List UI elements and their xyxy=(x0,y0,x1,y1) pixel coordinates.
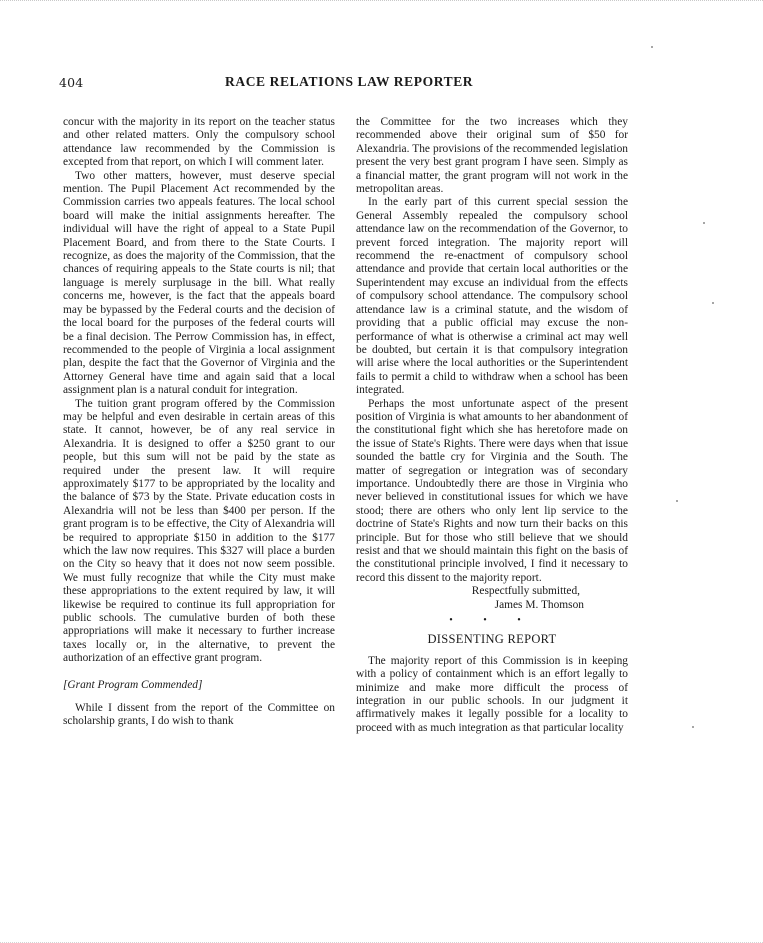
scan-edge-top xyxy=(0,0,763,5)
scan-edge-bottom xyxy=(0,938,763,943)
left-paragraph-4: While I dissent from the report of the Committee on scholarship grants, I do wish to thank xyxy=(63,702,335,728)
right-column xyxy=(356,116,628,735)
right-paragraph-2: In the early part of this current special session the General Assembly repealed the compulsory school attendance law on the recommendation of the Governor, to prevent forced integration. The majority report will recommend the re-enactment of compulsory school attendance and provide that certain local authorities or the Superintendent may excuse an individual from the effects of compulsory school attendance. The compulsory school attendance law is a criminal statute, and the wisdom of providing that a public official may excuse the non-performance of what is otherwise a criminal act may well be doubted, but certain it is that compulsory integration will arise where the local authorities or the Superintendent fails to permit a child to withdraw when a school has been integrated. xyxy=(356,196,628,397)
right-paragraph-3: Perhaps the most unfortunate aspect of the present position of Virginia is what amounts to her abandonment of the constitutional fight which she has heretofore made on the issue of State's Rights. There were days when that issue sounded the battle cry for Virginia and the South. The matter of segregation or integration was of secondary importance. Undoubtedly there are those in Virginia who never believed in constitutional issues for which we have stood; there are others who only lent lip service to the doctrine of State's Rights and now turn their backs on this principle. But for those who still believe that we should resist and that we should maintain this fight on the basis of the constitutional principle involved, I find it necessary to record this dissent to the majority report. xyxy=(356,397,628,584)
section-heading: DISSENTING REPORT xyxy=(427,632,557,647)
scan-speck xyxy=(703,222,705,224)
left-paragraph-3: The tuition grant program offered by the Commission may be helpful and even desirable in certain areas of this state. It cannot, however, be of any real service in Alexandria. It is designed to offer a $250 grant to our people, but this sum will not be paid by the state as required under the present law. It will require approximately $177 to be appropriated by the locality and the balance of $73 by the State. Private education costs in Alexandria will not be less than $400 per person. If the grant program is to be effective, the City of Alexandria will be required to appropriate $150 in addition to the $177 which the law now requires. This $327 will place a burden on the City so heavy that it does not now seem possible. We must fully recognize that while the City must make these appropriations to the extent required by law, it will likewise be required to continue its full appropriation for public schools. The cumulative burden of both these appropriations will make it necessary to further increase taxes locally or, in the alternative, to prevent the authorization of an effective grant program. xyxy=(63,397,335,665)
left-paragraph-1: concur with the majority in its report on the teacher status and other related matters. Only the compulsory school attendance law recommended by the Commission is excepted from that report, on which I will comment later. xyxy=(63,116,335,169)
signature: James M. Thomson xyxy=(494,598,584,611)
page-number: 404 xyxy=(59,75,84,90)
scan-speck xyxy=(676,500,678,502)
closing-line: Respectfully submitted, xyxy=(471,585,580,598)
scan-speck xyxy=(651,46,653,48)
left-column xyxy=(63,116,335,729)
running-head: RACE RELATIONS LAW REPORTER xyxy=(225,74,474,89)
right-paragraph-1: the Committee for the two increases which they recommended above their original sum of $50 for Alexandria. The provisions of the recommended legislation present the very best grant program I have seen. Simply as a financial matter, the grant program will not work in the metropolitan areas. xyxy=(356,116,628,196)
ornament-dots: • • • xyxy=(449,615,535,627)
scan-speck xyxy=(712,302,714,304)
scan-speck xyxy=(692,726,694,728)
left-paragraph-2: Two other matters, however, must deserve special mention. The Pupil Placement Act recommended by the Commission carries two appeals features. The local school board will make the initial assignments hereafter. The individual will have the right of appeal to a State Pupil Placement Board, and from there to the State Courts. I recognize, as does the majority of the Commission, that the chances of requiring appeals to the State courts is nil; that language is merely surplusage in the bill. What really concerns me, however, is the fact that the appeals board may be bypassed by the Federal courts and the decision of the local board for the purposes of the federal courts will be a final decision. The Perrow Commission has, in effect, recommended to the people of Virginia a local assignment plan, despite the fact that the Governor of Virginia and the Attorney General have time and again said that a local assignment plan is a natural conduit for integration. xyxy=(63,169,335,397)
subheading-grant-program: [Grant Program Commended] xyxy=(63,678,203,691)
right-paragraph-4: The majority report of this Commission is in keeping with a policy of containment which is an effort legally to minimize and make more difficult the process of integration in our public schools. In our judgment it affirmatively makes it legally possible for a locality to proceed with as much integration as that particular locality xyxy=(356,654,628,734)
